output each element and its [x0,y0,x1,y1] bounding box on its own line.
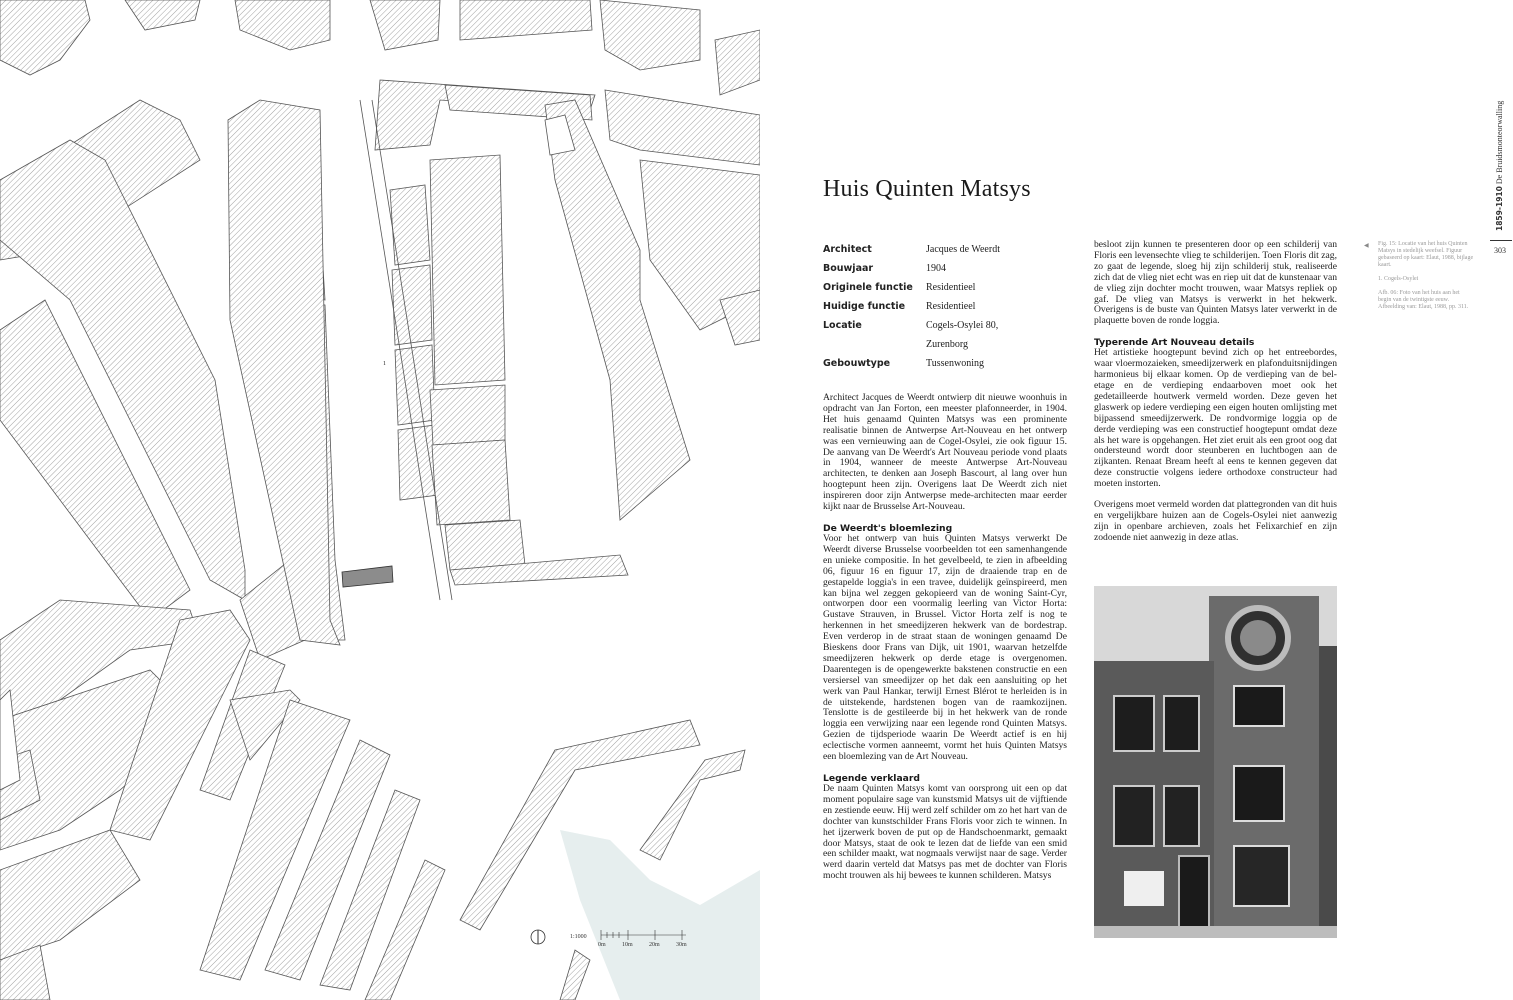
fact-value: Jacques de Weerdt [926,244,1000,255]
typerende-paragraph: Het artistieke hoogtepunt bevind zich op het entreebordes, waar vloermozaieken, smeedijzerwerk en plafonduitsnijdingen harmonieus bij elkaar komen. Op de verdieping van de bel-etage en de verdieping endaarboven moet ook het gedetailleerde houtwerk vermeld worden. Deze geven het glaswerk op iedere verdieping een eigen houten omlijsting met bijpassend smeedijzerwerk. De rondvormige loggia op de derde verdieping was een constructief hoogtepunt omdat deze als het ware is opgehangen. Het ziet eruit als een groot oog dat ondersteund wordt door steunberen en luchtbogen aan de zijkanten. Renaat Bream heeft al eens te kennen gegeven dat deze constructie volgens iedere orthodoxe constructeur had moeten instorten. [1094,347,1337,490]
text-column-right [1094,240,1337,554]
bloemlezing-paragraph: Voor het ontwerp van huis Quinten Matsys verwerkt De Weerdt diverse Brusselse voorbeelden tot een samenhangende en unieke compositie. In het gevelbeeld, te zien in afbeelding 06, figuur 16 en figuur 17, zijn de draaiende trap en de gestapelde loggia's in een travee, duidelijk geïnspireerd, men kan bijna wel zeggen gekopieerd van de woning Saint-Cyr, ontworpen door een voormalig leerling van Victor Horta: Gustave Strauven, in Brussel. Victor Horta zelf is nog te herkennen in het smeedijzeren hekwerk van de bordestrap. Even verderop in de straat staan de woningen genaamd De Bieskens door Frans van Dijk, uit 1901, waarvan hetzelfde smeedijzeren hekwerk op derde etage is overgenomen. Daarentegen is de opengewerkte bakstenen constructie en een versiersel van smeedijzer op het dak een aansluiting op het werk van Paul Hankar, terwijl Ernest Blérot te herleiden is in de uitstekende, hardstenen bogen van de raamkozijnen. Tenslotte is de gestileerde bij in het hekwerk van de ronde loggia een verwijzing naar een legende rond Quinten Matsys. Gezien de tijdsperiode waarin De Weerdt actief is en hij eclectische vormen aanneemt, vormt het huis Quinten Matsys een bloemlezing van de Art Nouveau. [823,532,1067,763]
historic-facade-photo [1094,586,1337,938]
caption-fig15: Fig. 15: Locatie van het huis Quinten Matsys in stedelijk weefsel. Figuur gebaseerd op kaart: Elaut, 1988, bijlage kaart. [1378,241,1474,268]
fact-value: Cogels-Osylei 80, [926,320,999,331]
fact-row [823,335,1073,354]
heading-legende: Legende verklaard [823,773,920,784]
fact-row [823,316,1073,335]
side-notes [1364,241,1474,318]
running-head [1495,81,1504,231]
highlighted-plot [342,566,393,587]
running-head-chapter: De Bruidsmonteorwalling [1495,100,1504,185]
fact-label: Bouwjaar [823,263,874,274]
fact-row [823,240,1073,259]
fact-value: Zurenborg [926,339,969,350]
margin-arrow-icon: ◀ [1364,242,1369,249]
fact-value: Residentieel [926,301,976,312]
scale-tick-30: 30m [676,942,687,948]
map-marker: 1 [383,361,386,367]
scale-tick-0: 0m [598,942,606,948]
heading-typerende: Typerende Art Nouveau details [1094,337,1255,349]
fact-label [823,335,926,354]
intro-paragraph: Architect Jacques de Weerdt ontwierp dit nieuwe woonhuis in opdracht van Jan Forton, een meester plafonneerder, in 1904. Het huis genaamd Quinten Matsys was een prominente realisatie binnen de Antwerpse Art-Nouveau en het ontwerp was een vernieuwing aan de Cogel-Osylei, zie ook figuur 15. De aanvang van De Weerdt's Art Nouveau periode vond plaats in 1904, wanneer de meeste Antwerpse Art-Nouveau architecten, te denken aan Joseph Bascourt, al lang over hun hoogtepunt heen zijn. Overigens laat De Weerdt zich niet inspireren door zijn Antwerpse mede-architecten maar eerder kijkt naar de Brusselse Art-Nouveau. [823,392,1067,513]
fact-value: Residentieel [926,282,976,293]
running-head-years: 1859-1910 [1495,186,1504,231]
fact-row [823,354,1073,373]
scale-ratio: 1:1000 [570,934,587,940]
legende-paragraph: De naam Quinten Matsys komt van oorsprong uit een op dat moment populaire sage van kunstsmid Matsys uit de vijftiende en zestiende eeuw. Hij werd zelf schilder om zo het hart van de dochter van kunstschilder Frans Floris voor zich te winnen. In het ijzerwerk boven de put op de Handschoenmarkt, gemaakt door Matsys, staat de ook te lezen dat de liefde van een smid een schilder maakt, wat nogmaals verwijst naar de sage. Verder werd daarin verteld dat Matsys pas met de dochter van Floris mocht trouwen als hij bewees te kunnen schilderen. Matsys [823,783,1067,882]
fact-label: Locatie [823,320,862,331]
caption-afb06: Afb. 06: Foto van het huis aan het begin van de twintigste eeuw. Afbeelding van: Elaut, 1988, pp. 311. [1378,290,1469,310]
fact-label: Gebouwtype [823,358,891,369]
fact-row [823,278,1073,297]
page-title: Huis Quinten Matsys [823,176,1031,202]
scale-tick-20: 20m [649,942,660,948]
text-column-left [823,393,1067,892]
caption-legend-1: 1. Cogels-Osylei [1378,276,1419,282]
fact-label: Huidige functie [823,301,906,312]
plattegronden-paragraph: Overigens moet vermeld worden dat plattegronden van dit huis en vergelijkbare huizen aan de Cogels-Osylei niet aanwezig zijn in openbare archieven, zoals het Felixarchief en zijn zodoende niet aanwezig in deze atlas. [1094,499,1337,543]
facts-table [823,240,1073,373]
legende-continued-paragraph: besloot zijn kunnen te presenteren door op een schilderij van Floris een levensechte vlieg te schilderijen. Toen Floris dit zag, zo gaat de legende, sloeg hij zijn schilderij stuk, realiseerde zich dat de vlieg niet echt was en riep uit dat de kunstenaar van de vlieg zijn dochter mocht trouwen, waar Matsys repliek op gaf. De vlieg van Matsys is verwerkt in het hekwerk. Overigens is de buste van Quinten Matsys later verwerkt in de plaquette boven de ronde loggia. [1094,239,1337,327]
north-arrow [531,930,545,944]
fact-row [823,259,1073,278]
fact-label: Originele functie [823,282,913,293]
fact-value: Tussenwoning [926,358,984,369]
fact-row [823,297,1073,316]
scale-tick-10: 10m [622,942,633,948]
heading-bloemlezing: De Weerdt's bloemlezing [823,522,953,534]
page-number: 303 [1494,246,1506,255]
fact-label: Architect [823,244,872,255]
page-rule [1490,240,1512,241]
fact-value: 1904 [926,263,946,274]
